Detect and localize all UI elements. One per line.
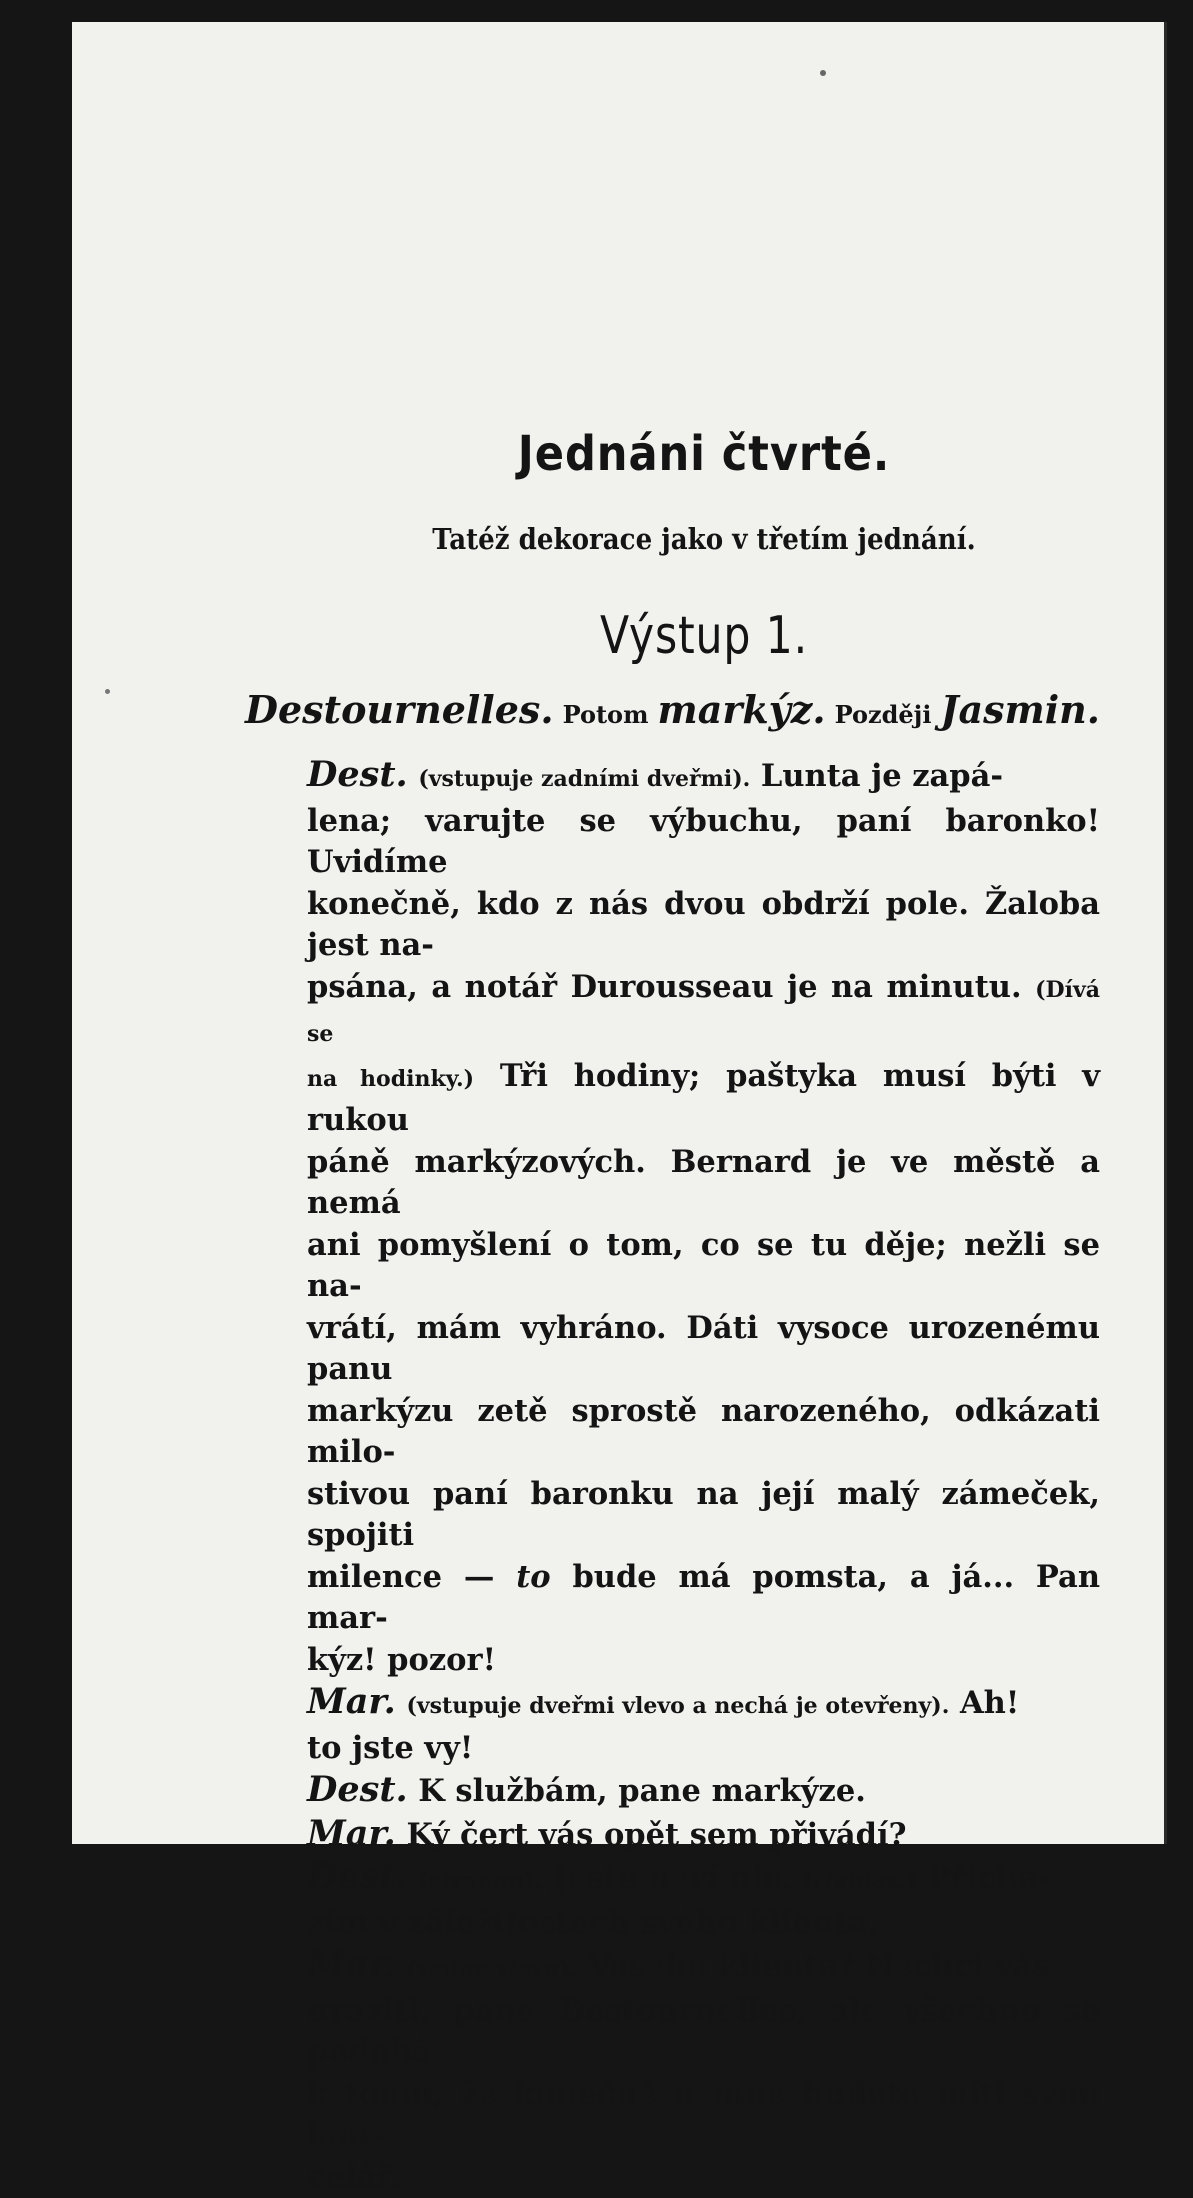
dialogue-line [245, 1856, 1100, 1944]
speech-text: Lunta je zapá- lena; varujte se výbuchu, paní baronko! Uvidíme konečně, kdo z nás dvou obdrží pole. Žaloba jest na- psána, a notář Durousseau je na minutu. [307, 758, 1100, 1005]
scene-title: Výstup 1. [600, 606, 808, 666]
speaker-name: Dest. [307, 754, 408, 795]
speech-text: Ah! to jste vy! [307, 1685, 1020, 1766]
speaker-name: Mar. [307, 1812, 396, 1854]
stage-direction: (vstupuje zadními dveřmi). [418, 766, 751, 792]
speck [105, 689, 110, 694]
speaker-name: Mar. [307, 1681, 396, 1722]
dialogue-line [245, 1813, 1100, 1857]
act-title: Jednáni čtvrté. [517, 426, 891, 482]
dialogue-line [245, 1944, 1100, 2198]
cast-direction: Později [834, 700, 932, 729]
dialogue-line [245, 1769, 1100, 1813]
dialogue-line [245, 1681, 1100, 1769]
cast-list [245, 687, 1100, 732]
cast-name: Destournelles. [245, 687, 554, 732]
book-page [72, 22, 1167, 2195]
emphasis: to [516, 1558, 551, 1595]
stage-direction: (Dívá se na hodinky.) [307, 976, 1100, 1092]
stage-direction: (Nahlas.) [802, 1868, 917, 1894]
speaker-name: Mar. [307, 1944, 396, 1985]
speech-text: Ještě neví nic. [541, 1860, 803, 1896]
stage-direction: (vstupuje dveřmi vlevo a nechá je otevřeny). [406, 1693, 950, 1719]
stage-direction: (stranou). [418, 1868, 542, 1894]
speech-text: Tři hodiny; paštyka musí býti v rukou páně markýzových. Bernard je ve městě a nemá ani pomyšlení o tom, co se tu děje; nežli se na- vrátí, mám vyhráno. Dáti vysoce urozenému panu markýzu zetě sprostě narozeného, odkázati milo- stivou paní baronku na její malý zámeček, spojiti milence — [307, 1057, 1101, 1595]
stage-decoration-note: Tatéž dekorace jako v třetím jednání. [432, 522, 976, 556]
speech-text: K službám, pane markýze. [407, 1773, 866, 1809]
speech-text: bude má pomsta, a já... Pan mar- kýz! pozor! [307, 1558, 1100, 1678]
cast-name: Jasmin. [940, 687, 1100, 732]
stage-direction: (sedne vlevo). [406, 1956, 577, 1982]
speaker-name: Dest. [307, 1769, 408, 1810]
dialogue-line [245, 754, 1100, 1681]
speech-text: Přichá- zím v záležitostech svého klienta. [307, 1860, 1051, 1941]
cast-name: markýz. [657, 687, 826, 732]
speech-text: Ký čert vás opět sem přivádí? [395, 1816, 907, 1853]
speech-text: Vašeho klienta? Nechci vás uraziti, pane Destournelles, ale všechno se podobá k tomu, že konečně u mne budete míti svou kan- celář. [307, 1948, 1100, 2195]
cast-direction: Potom [562, 700, 649, 729]
dialogue [245, 754, 1100, 2198]
speaker-name: Dest. [307, 1856, 408, 1897]
speck [820, 70, 826, 76]
